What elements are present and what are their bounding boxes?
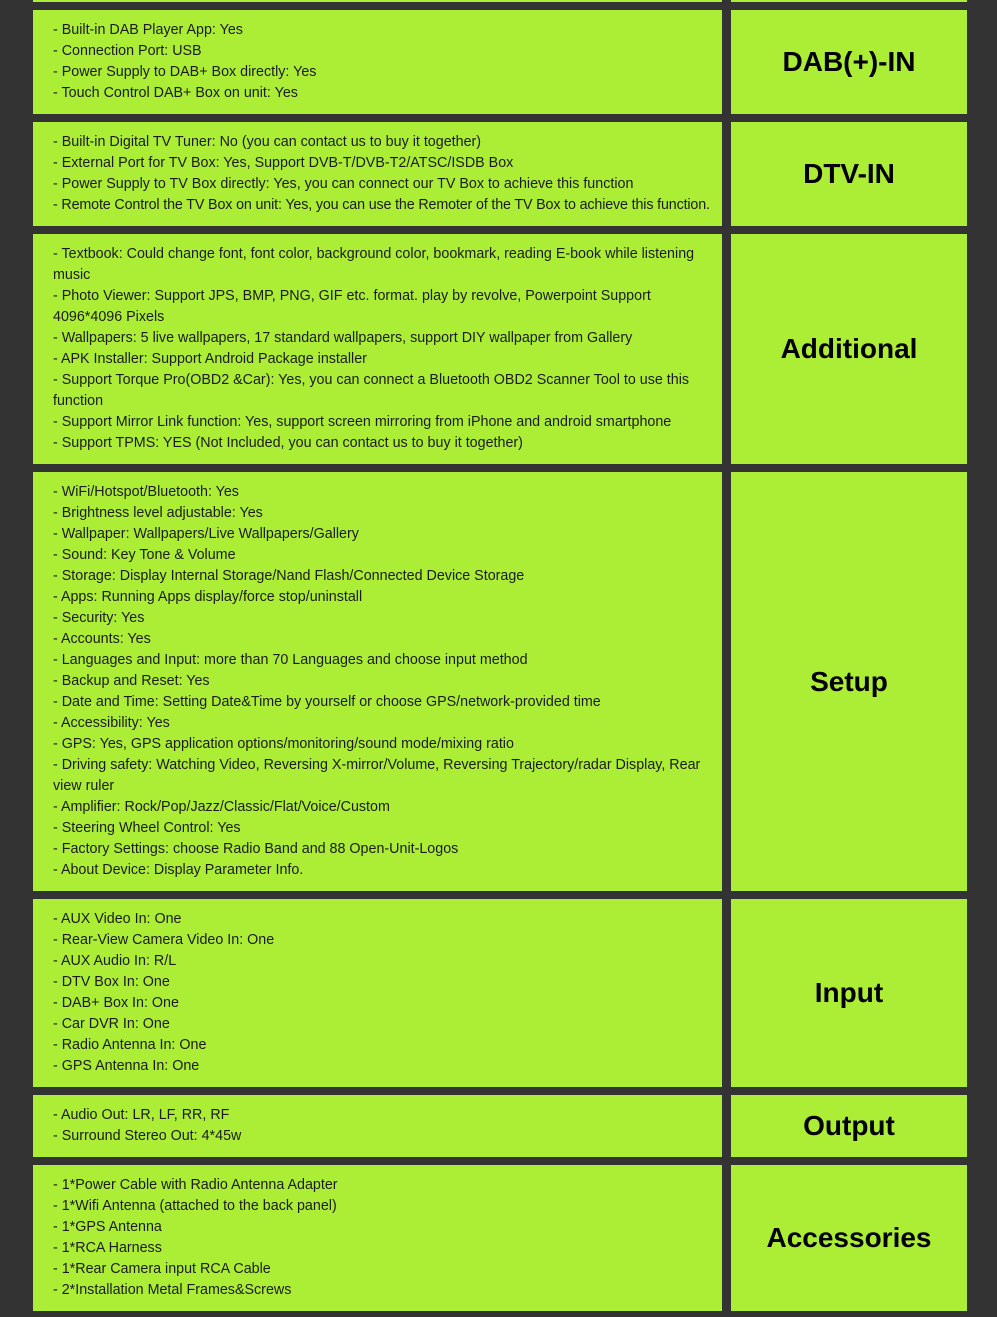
spec-line: - DTV Box In: One: [53, 974, 170, 990]
spec-line: - Power Supply to DAB+ Box directly: Yes: [53, 64, 317, 80]
spec-line: - GPS Antenna In: One: [53, 1058, 200, 1074]
spec-label: Additional: [731, 234, 967, 464]
spec-line: - Backup and Reset: Yes: [53, 673, 210, 689]
spec-line: - Factory Settings: choose Radio Band and 88 Open-Unit-Logos: [53, 841, 459, 857]
spec-line: - Security: Yes: [53, 610, 145, 626]
spec-line: - Built-in DAB Player App: Yes: [53, 22, 243, 38]
spec-line: - Sound: Key Tone & Volume: [53, 547, 236, 563]
spec-row-dab-in: [0, 10, 997, 114]
spec-line: - Brightness level adjustable: Yes: [53, 505, 263, 521]
spec-label: DAB(+)-IN: [731, 10, 967, 114]
spec-line: - 2*Installation Metal Frames&Screws: [53, 1282, 292, 1298]
spec-line: - AUX Audio In: R/L: [53, 953, 177, 969]
spec-line: - Power Supply to TV Box directly: Yes, you can connect our TV Box to achieve this function: [53, 176, 634, 192]
spec-line: - Built-in Digital TV Tuner: No (you can contact us to buy it together): [53, 134, 482, 150]
spec-line: - Touch Control DAB+ Box on unit: Yes: [53, 85, 298, 101]
spec-line: - Audio Out: LR, LF, RR, RF: [53, 1107, 230, 1123]
spec-line: - Amplifier: Rock/Pop/Jazz/Classic/Flat/Voice/Custom: [53, 799, 390, 815]
spec-row-dtv-in: [0, 122, 997, 226]
spec-line: - 1*Wifi Antenna (attached to the back panel): [53, 1198, 337, 1214]
spec-line: - APK Installer: Support Android Package installer: [53, 351, 367, 367]
spec-line: - Radio Antenna In: One: [53, 1037, 207, 1053]
spec-line: - Textbook: Could change font, font color, background color, bookmark, reading E-book while listening music: [53, 246, 695, 283]
spec-line: - WiFi/Hotspot/Bluetooth: Yes: [53, 484, 239, 500]
spec-line: - 1*Power Cable with Radio Antenna Adapter: [53, 1177, 338, 1193]
spec-line: - GPS: Yes, GPS application options/monitoring/sound mode/mixing ratio: [53, 736, 514, 752]
spec-description: [33, 234, 722, 464]
spec-line: - Support TPMS: YES (Not Included, you can contact us to buy it together): [53, 435, 523, 451]
spec-description: [33, 1165, 722, 1311]
spec-line: - Photo Viewer: Support JPS, BMP, PNG, GIF etc. format. play by revolve, Powerpoint Support 4096*4096 Pixels: [53, 288, 651, 325]
spec-line: - DAB+ Box In: One: [53, 995, 179, 1011]
spec-line: - 1*Rear Camera input RCA Cable: [53, 1261, 271, 1277]
spec-line: - 1*GPS Antenna: [53, 1219, 162, 1235]
spec-label: DTV-IN: [731, 122, 967, 226]
spec-line: - Date and Time: Setting Date&Time by yourself or choose GPS/network-provided time: [53, 694, 601, 710]
spec-line: - Apps: Running Apps display/force stop/uninstall: [53, 589, 363, 605]
spec-row-input: [0, 899, 997, 1087]
top-cell-edge-right: [731, 0, 967, 2]
spec-row-output: [0, 1095, 997, 1157]
spec-description: [33, 10, 722, 114]
spec-line: - Surround Stereo Out: 4*45w: [53, 1128, 242, 1144]
spec-label: Accessories: [731, 1165, 967, 1311]
spec-description: [33, 122, 722, 226]
spec-description: [33, 472, 722, 891]
top-cell-edge-left: [33, 0, 722, 2]
spec-line: - Languages and Input: more than 70 Languages and choose input method: [53, 652, 528, 668]
spec-line: - Car DVR In: One: [53, 1016, 170, 1032]
spec-line: - AUX Video In: One: [53, 911, 182, 927]
spec-description: [33, 1095, 722, 1157]
spec-line: - Driving safety: Watching Video, Reversing X-mirror/Volume, Reversing Trajectory/radar Display, Rear view ruler: [53, 757, 701, 794]
spec-line: - Accessibility: Yes: [53, 715, 170, 731]
spec-line: - Wallpapers: 5 live wallpapers, 17 standard wallpapers, support DIY wallpaper from Gallery: [53, 330, 633, 346]
spec-line: - Storage: Display Internal Storage/Nand Flash/Connected Device Storage: [53, 568, 525, 584]
spec-line: - Remote Control the TV Box on unit: Yes, you can use the Remoter of the TV Box to achieve this function.: [53, 197, 710, 213]
spec-line: - Support Mirror Link function: Yes, support screen mirroring from iPhone and android smartphone: [53, 414, 672, 430]
spec-row-accessories: [0, 1165, 997, 1311]
spec-label: Output: [731, 1095, 967, 1157]
spec-row-setup: [0, 472, 997, 891]
spec-line: - Accounts: Yes: [53, 631, 151, 647]
spec-line: - 1*RCA Harness: [53, 1240, 162, 1256]
spec-line: - Rear-View Camera Video In: One: [53, 932, 275, 948]
spec-line: - About Device: Display Parameter Info.: [53, 862, 304, 878]
spec-line: - External Port for TV Box: Yes, Support DVB-T/DVB-T2/ATSC/ISDB Box: [53, 155, 514, 171]
spec-line: - Wallpaper: Wallpapers/Live Wallpapers/Gallery: [53, 526, 359, 542]
spec-line: - Steering Wheel Control: Yes: [53, 820, 241, 836]
spec-label: Input: [731, 899, 967, 1087]
spec-description: [33, 899, 722, 1087]
spec-line: - Support Torque Pro(OBD2 &Car): Yes, you can connect a Bluetooth OBD2 Scanner Tool to use this function: [53, 372, 690, 409]
spec-label: Setup: [731, 472, 967, 891]
spec-line: - Connection Port: USB: [53, 43, 202, 59]
spec-row-additional: [0, 234, 997, 464]
